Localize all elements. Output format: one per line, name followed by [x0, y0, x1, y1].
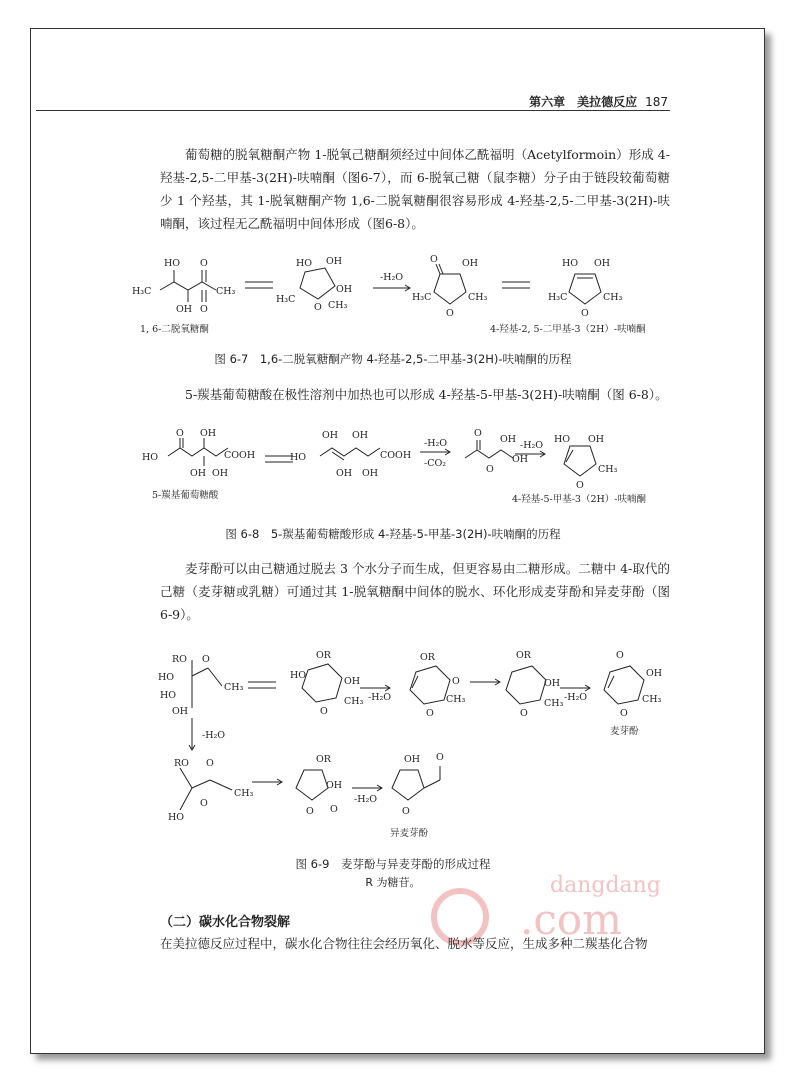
- svg-text:HO: HO: [142, 452, 159, 463]
- fig68-label-left: 5-羰基葡萄糖酸: [152, 490, 219, 501]
- svg-text:OR: OR: [420, 652, 435, 663]
- chapter-title: 第六章 美拉德反应: [529, 95, 638, 109]
- svg-text:OH: OH: [404, 754, 421, 765]
- svg-text:O: O: [402, 806, 410, 817]
- svg-text:RO: RO: [172, 654, 187, 665]
- svg-text:OH: OH: [646, 668, 663, 679]
- svg-text:OH: OH: [344, 676, 361, 687]
- svg-text:CH₃: CH₃: [328, 300, 348, 311]
- svg-text:H₃C: H₃C: [548, 292, 568, 303]
- svg-text:O: O: [200, 798, 208, 809]
- svg-text:OH: OH: [500, 434, 517, 445]
- svg-text:OH: OH: [512, 454, 529, 465]
- svg-text:O: O: [202, 654, 210, 665]
- fig67-arrow-label: -H₂O: [380, 272, 404, 283]
- svg-text:OR: OR: [316, 650, 331, 661]
- svg-text:H₃C: H₃C: [276, 294, 296, 305]
- fig69-arrow-4-label: -H₂O: [354, 794, 378, 805]
- paragraph-1: [160, 143, 670, 235]
- svg-text:OH: OH: [172, 706, 189, 717]
- figure-6-9: [140, 640, 700, 845]
- svg-text:OH: OH: [594, 258, 611, 269]
- svg-text:CH₃: CH₃: [234, 788, 254, 799]
- svg-text:OH: OH: [352, 430, 369, 441]
- svg-text:O: O: [330, 804, 338, 815]
- svg-text:OH: OH: [544, 678, 561, 689]
- svg-text:O: O: [446, 308, 454, 319]
- svg-text:HO: HO: [168, 812, 185, 823]
- svg-text:H₃C: H₃C: [132, 286, 152, 297]
- svg-text:CH₃: CH₃: [642, 694, 662, 705]
- paragraph-4: 在美拉德反应过程中，碳水化合物往往会经历氧化、脱水等反应，生成多种二羰基化合物: [160, 936, 648, 951]
- fig67-label-right: 4-羟基-2, 5-二甲基-3（2H）-呋喃酮: [490, 324, 646, 335]
- svg-text:HO: HO: [554, 434, 571, 445]
- paragraph-2: [160, 383, 670, 406]
- svg-text:H₃C: H₃C: [412, 292, 432, 303]
- paragraph-3: [160, 557, 670, 626]
- svg-text:O: O: [576, 480, 584, 491]
- svg-text:O: O: [200, 258, 208, 269]
- svg-text:CH₃: CH₃: [446, 694, 466, 705]
- svg-text:OH: OH: [176, 304, 193, 315]
- svg-text:HO: HO: [290, 452, 307, 463]
- svg-text:O: O: [206, 758, 214, 769]
- fig69-arrow-3-label: -H₂O: [202, 730, 226, 741]
- svg-text:O: O: [176, 428, 184, 439]
- fig68-caption: 图 6-8 5-羰基葡萄糖酸形成 4-羟基-5-甲基-3(2H)-呋喃酮的历程: [225, 527, 561, 541]
- watermark-text-1: dangdang: [550, 873, 661, 898]
- svg-text:OH: OH: [326, 256, 343, 267]
- svg-text:OH: OH: [336, 284, 353, 295]
- figure-6-7: [130, 252, 690, 338]
- fig67-caption: 图 6-7 1,6-二脱氧糖酮产物 4-羟基-2,5-二甲基-3(2H)-呋喃酮的历程: [214, 352, 572, 366]
- paragraph-3-text: 麦芽酚可以由己糖通过脱去 3 个水分子而生成，但更容易由二糖形成。二糖中 4-取代的己糖（麦芽糖或乳糖）可通过其 1-脱氧糖酮中间体的脱水、环化形成麦芽酚和异麦芽酚（图 6-9）。: [160, 561, 670, 622]
- header-rule: [36, 110, 670, 111]
- svg-text:O: O: [616, 650, 624, 661]
- svg-text:CH₃: CH₃: [603, 292, 623, 303]
- svg-text:OH: OH: [212, 468, 229, 479]
- svg-text:OH: OH: [200, 428, 217, 439]
- fig68-arrow1b-label: -CO₂: [424, 458, 447, 469]
- svg-text:OH: OH: [190, 468, 207, 479]
- svg-text:OH: OH: [362, 468, 379, 479]
- svg-text:RO: RO: [174, 758, 189, 769]
- svg-text:OH: OH: [588, 434, 605, 445]
- svg-text:O: O: [314, 302, 322, 313]
- svg-text:CH₃: CH₃: [598, 464, 618, 475]
- fig69-arrow-1-label: -H₂O: [368, 692, 392, 703]
- svg-text:CH₃: CH₃: [344, 696, 364, 707]
- svg-text:O: O: [430, 254, 438, 265]
- svg-text:OH: OH: [322, 430, 339, 441]
- svg-text:O: O: [581, 308, 589, 319]
- svg-text:HO: HO: [296, 258, 313, 269]
- svg-text:OH: OH: [462, 258, 479, 269]
- svg-text:OR: OR: [516, 650, 531, 661]
- svg-text:O: O: [306, 806, 314, 817]
- fig68-label-right: 4-羟基-5-甲基-3（2H）-呋喃酮: [512, 494, 647, 505]
- svg-text:O: O: [620, 708, 628, 719]
- svg-text:COOH: COOH: [224, 450, 256, 461]
- svg-text:CH₃: CH₃: [468, 292, 488, 303]
- svg-text:CH₃: CH₃: [544, 698, 564, 709]
- svg-text:HO: HO: [158, 672, 175, 683]
- svg-text:O: O: [486, 464, 494, 475]
- watermark-text-2: .com: [520, 895, 622, 944]
- svg-text:HO: HO: [164, 258, 181, 269]
- fig68-arrow1a-label: -H₂O: [424, 438, 448, 449]
- svg-text:CH₃: CH₃: [216, 286, 236, 297]
- svg-text:O: O: [452, 676, 460, 687]
- svg-text:O: O: [320, 706, 328, 717]
- svg-text:O: O: [426, 708, 434, 719]
- svg-text:HO: HO: [562, 258, 579, 269]
- fig69-label-maltol: 麦芽酚: [610, 726, 639, 737]
- page-number: 187: [645, 95, 668, 109]
- svg-text:HO: HO: [290, 670, 307, 681]
- svg-text:O: O: [436, 752, 444, 763]
- figure-6-8: [140, 428, 700, 510]
- fig69-caption: 图 6-9 麦芽酚与异麦芽酚的形成过程: [295, 857, 491, 871]
- fig69-label-isomaltol: 异麦芽酚: [390, 828, 429, 839]
- svg-text:O: O: [200, 304, 208, 315]
- fig67-label-left: 1, 6-二脱氧糖酮: [140, 324, 209, 335]
- svg-text:HO: HO: [160, 690, 177, 701]
- fig68-arrow2-label: -H₂O: [520, 440, 544, 451]
- svg-text:O: O: [520, 708, 528, 719]
- fig69-arrow-2-label: -H₂O: [564, 692, 588, 703]
- svg-text:CH₃: CH₃: [224, 682, 244, 693]
- paragraph-2-text: 5-羰基葡萄糖酸在极性溶剂中加热也可以形成 4-羟基-5-甲基-3(2H)-呋喃酮（图 6-8）。: [185, 387, 668, 402]
- svg-text:COOH: COOH: [380, 450, 412, 461]
- svg-text:OH: OH: [336, 468, 353, 479]
- svg-text:OH: OH: [326, 780, 343, 791]
- svg-text:OR: OR: [316, 754, 331, 765]
- section-title: （二）碳水化合物裂解: [160, 915, 291, 930]
- paragraph-1-text: 葡萄糖的脱氧糖酮产物 1-脱氧己糖酮须经过中间体乙酰福明（Acetylformoin）形成 4-羟基-2,5-二甲基-3(2H)-呋喃酮（图6-7），而 6-脱氧己糖（鼠李糖）分子由于链段较葡萄糖少 1 个羟基，其 1-脱氧糖酮产物 1,6-二脱氧糖酮很容易形成 4-羟基-2,5-二甲基-3(2H)-呋喃酮，该过程无乙酰福明中间体形成（图6-8）。: [160, 147, 670, 231]
- running-header: [529, 93, 668, 110]
- fig69-note: R 为糖苷。: [365, 876, 421, 889]
- svg-text:O: O: [474, 428, 482, 439]
